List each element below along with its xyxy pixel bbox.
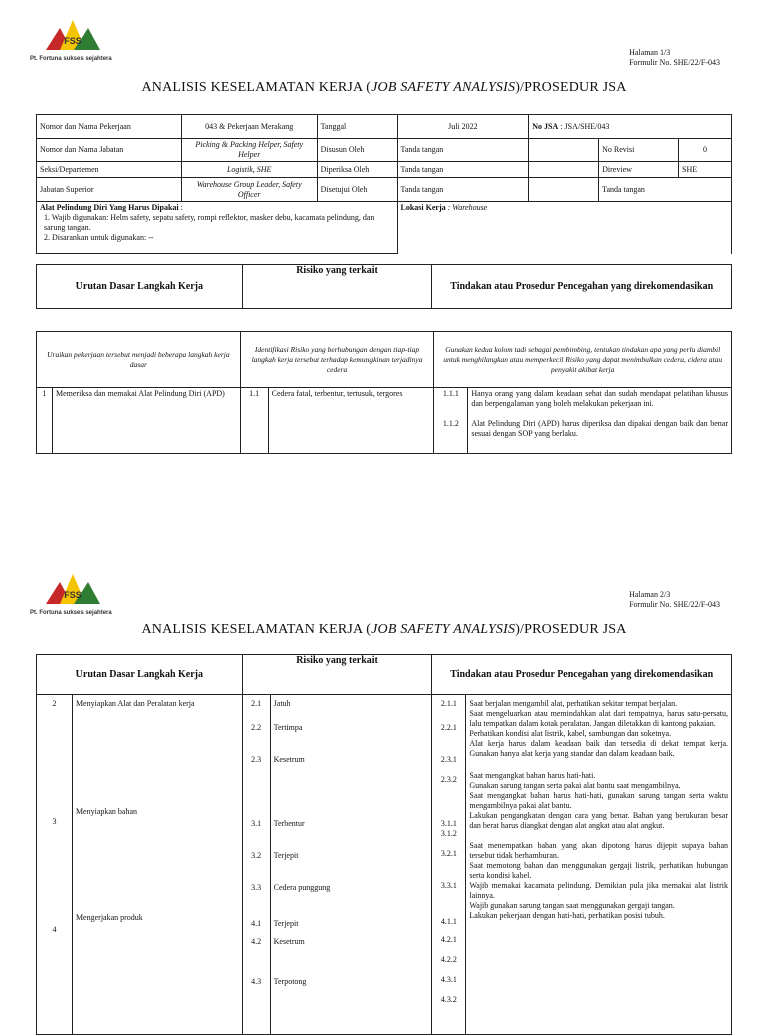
formulir-label: Formulir No. SHE/22/F-043	[629, 600, 720, 609]
tanggal-label: Tanggal	[317, 115, 397, 139]
action-text: Hanya orang yang dalam keadaan sehat dan sudah mendapat pelatihan khusus dan berpengalaman yang boleh melakukan pekerjaan ini.	[471, 389, 728, 408]
title-part: ANALISIS KESELAMATAN KERJA (	[141, 622, 372, 637]
signature-box-1	[529, 139, 599, 162]
action-number: 2.3.2	[440, 775, 457, 784]
risk-text: Terpotong	[273, 977, 307, 986]
formulir-label: Formulir No. SHE/22/F-043	[629, 58, 720, 67]
page-header-info	[629, 48, 720, 68]
risk-number: 2.2	[251, 723, 262, 732]
signature-box-2	[529, 162, 599, 178]
instruction-urutan: Uraikan pekerjaan tersebut menjadi beberapa langkah kerja dasar	[37, 332, 241, 388]
step-number: 2	[52, 699, 57, 708]
tanda-tangan-3: Tanda tangan	[397, 178, 529, 202]
lokasi-value: : Warehouse	[445, 203, 488, 212]
diperiksa-label: Diperiksa Oleh	[317, 162, 397, 178]
action-text: Alat Pelindung Diri (APD) harus diperiksa dan dipakai dengan baik dan benar sesuai dengan SOP yang berlaku.	[471, 419, 728, 438]
risk-text: Terjepit	[273, 919, 299, 928]
tanda-tangan-4: Tanda tangan	[599, 178, 732, 202]
risk-number: 4.1	[251, 919, 262, 928]
action-texts	[466, 695, 732, 1035]
action-number: 3.1.2	[440, 829, 457, 838]
company-logo	[30, 14, 120, 62]
action-texts	[468, 388, 732, 454]
steps-table	[36, 694, 732, 1035]
apd-cell: Alat Pelindung Diri Yang Harus Dipakai : 1. Wajib digunakan: Helm safety, sepatu safety, rompi reflektor, masker debu, kacamata pelindung, dan sarung tangan. 2. Disarankan untuk digunakan: --	[37, 202, 398, 254]
action-number: 4.2.1	[440, 935, 457, 944]
jabatan-superior-label: Jabatan Superior	[37, 178, 182, 202]
risk-number: 3.3	[251, 883, 262, 892]
nomor-nama-jabatan-value: Picking & Packing Helper, Safety Helper	[181, 139, 317, 162]
risk-text: Terbentur	[273, 819, 305, 828]
risk-number: 4.2	[251, 937, 262, 946]
column-header-table	[36, 654, 732, 695]
action-text: Saat berjalan mengambil alat, perhatikan sekitar tempat berjalan.	[469, 699, 678, 708]
svg-text:FSS: FSS	[64, 590, 82, 600]
col-header-tindakan: Tindakan atau Prosedur Pencegahan yang direkomendasikan	[432, 655, 732, 695]
instruction-tindakan: Gunakan kedua kolom tadi sebagai pembimbing, tentukan tindakan apa yang perlu diambil untuk menghilangkan atau memperkecil Risiko yang dapat menimbulkan cedera, cidera atau penyakit akibat kerja	[434, 332, 732, 388]
action-text: Alat kerja harus dalam keadaan baik dan tersedia di dekat tempat kerja. Gunakan hanya alat kerja yang standar dan dalam keadaan baik.	[469, 739, 728, 758]
risk-text: Cedera fatal, terbentur, tertusuk, tergores	[268, 388, 434, 454]
action-number: 2.2.1	[440, 723, 457, 732]
seksi-label: Seksi/Departemen	[37, 162, 182, 178]
info-table	[36, 114, 732, 254]
no-jsa-label: No JSA	[532, 121, 559, 131]
risk-texts	[270, 695, 432, 1035]
instruction-table	[36, 331, 732, 454]
title-part: ANALISIS KESELAMATAN KERJA (	[141, 80, 372, 95]
action-number: 4.1.1	[440, 917, 457, 926]
disusun-label: Disusun Oleh	[317, 139, 397, 162]
action-text: Lakukan pekerjaan dengan hati-hati, perhatikan posisi tubuh.	[469, 911, 665, 920]
step-text: Menyiapkan bahan	[75, 807, 138, 816]
page-gap	[0, 540, 768, 560]
svg-text:FSS: FSS	[64, 36, 82, 46]
action-number: 3.2.1	[440, 849, 457, 858]
direview-label: Direview	[599, 162, 679, 178]
risk-text: Tertimpa	[273, 723, 303, 732]
risk-number: 4.3	[251, 977, 262, 986]
risk-text: Kesetrum	[273, 755, 305, 764]
apd-item-1: 1. Wajib digunakan: Helm safety, sepatu safety, rompi reflektor, masker debu, kacamata pelindung, dan sarung tangan.	[44, 213, 375, 232]
step-number: 1	[37, 388, 53, 454]
step-number: 3	[52, 817, 57, 826]
action-text: Saat menempatkan bahan yang akan dipotong harus dijepit supaya bahan tersebut tidak berhamburan.	[469, 841, 728, 860]
action-number: 4.2.2	[440, 955, 457, 964]
action-text: Wajib gunakan sarung tangan saat menggunakan gergaji tangan.	[469, 901, 675, 910]
col-header-urutan: Urutan Dasar Langkah Kerja	[37, 265, 243, 309]
column-header-table	[36, 264, 732, 309]
step-numbers	[37, 695, 73, 1035]
page-header-info	[629, 590, 720, 610]
step-text: Memeriksa dan memakai Alat Pelindung Diri (APD)	[52, 388, 240, 454]
action-number: 1.1.1	[442, 389, 459, 398]
action-text: Saat memotong bahan dan menggunakan gergaji listrik, perhatikan hubungan serta kondisi kabel.	[469, 861, 728, 880]
col-header-tindakan: Tindakan atau Prosedur Pencegahan yang direkomendasikan	[432, 265, 732, 309]
company-logo-icon	[42, 568, 104, 608]
col-header-risiko: Risiko yang terkait	[242, 655, 432, 695]
step-number: 4	[52, 925, 57, 934]
action-number: 2.1.1	[440, 699, 457, 708]
page-title	[0, 80, 768, 96]
col-header-urutan: Urutan Dasar Langkah Kerja	[37, 655, 243, 695]
nomor-nama-pekerjaan-value: 043 & Pekerjaan Merakang	[181, 115, 317, 139]
risk-number: 1.1	[240, 388, 268, 454]
action-text: Gunakan sarung tangan serta pakai alat bantu saat mengambilnya.	[469, 781, 681, 790]
risk-text: Jatuh	[273, 699, 291, 708]
title-italic: JOB SAFETY ANALYSIS	[371, 80, 516, 95]
risk-number: 2.3	[251, 755, 262, 764]
tanggal-value: Juli 2022	[397, 115, 529, 139]
action-text: Saat mengangkat bahan harus hati-hati, gunakan sarung tangan serta waktu mengambilnya pakai alat bantu.	[469, 791, 728, 810]
col-header-risiko: Risiko yang terkait	[242, 265, 432, 309]
tanda-tangan-1: Tanda tangan	[397, 139, 529, 162]
title-part-end: )/PROSEDUR JSA	[515, 622, 627, 637]
no-revisi-label: No Revisi	[599, 139, 679, 162]
step-texts	[72, 695, 242, 1035]
action-number: 3.3.1	[440, 881, 457, 890]
action-text: Wajib memakai kacamata pelindung. Demikian pula jika memakai alat listrik lainnya.	[469, 881, 728, 900]
step-text: Menyiapkan Alat dan Peralatan kerja	[75, 699, 195, 708]
risk-text: Kesetrum	[273, 937, 305, 946]
no-jsa-cell	[529, 115, 732, 139]
action-text: Saat mengeluarkan atau memindahkan alat dari tempatnya, harus satu-persatu, lalu tempatkan dalam kotak peralatan. Jangan diletakkan di kantong pakaian.	[469, 709, 728, 728]
direview-value: SHE	[679, 162, 732, 178]
action-number: 4.3.1	[440, 975, 457, 984]
risk-text: Cedera punggung	[273, 883, 331, 892]
apd-label: Alat Pelindung Diri Yang Harus Dipakai	[40, 203, 179, 212]
title-part-end: )/PROSEDUR JSA	[515, 80, 627, 95]
company-name: Pt. Fortuna sukses sejahtera	[30, 610, 112, 616]
nomor-nama-jabatan-label: Nomor dan Nama Jabatan	[37, 139, 182, 162]
lokasi-label: Lokasi Kerja	[400, 203, 446, 212]
halaman-label: Halaman 2/3	[629, 590, 671, 599]
no-revisi-value: 0	[679, 139, 732, 162]
disetujui-label: Disetujui Oleh	[317, 178, 397, 202]
action-number: 4.3.2	[440, 995, 457, 1004]
tanda-tangan-2: Tanda tangan	[397, 162, 529, 178]
company-name: Pt. Fortuna sukses sejahtera	[30, 56, 112, 62]
instruction-risiko: Identifikasi Risiko yang berhubungan dengan tiap-tiap langkah kerja tersebut terhadap kemungkinan terjadinya cedera	[240, 332, 434, 388]
risk-number: 3.2	[251, 851, 262, 860]
company-logo-icon	[42, 14, 104, 54]
action-number: 1.1.2	[442, 419, 459, 428]
signature-box-3	[529, 178, 599, 202]
halaman-label: Halaman 1/3	[629, 48, 671, 57]
action-number: 3.1.1	[440, 819, 457, 828]
action-number: 2.3.1	[440, 755, 457, 764]
risk-number: 2.1	[251, 699, 262, 708]
company-logo	[30, 568, 120, 616]
action-text: Saat mengangkat bahan harus hati-hati.	[469, 771, 596, 780]
lokasi-cell	[397, 202, 732, 254]
page-2	[0, 560, 768, 1024]
action-numbers	[432, 695, 466, 1035]
apd-item-2: 2. Disarankan untuk digunakan: --	[44, 233, 154, 242]
jabatan-superior-value: Warehouse Group Leader, Safety Officer	[181, 178, 317, 202]
no-jsa-value: : JSA/SHE/043	[558, 121, 610, 131]
risk-numbers	[242, 695, 270, 1035]
risk-text: Terjepit	[273, 851, 299, 860]
title-italic: JOB SAFETY ANALYSIS	[371, 622, 516, 637]
page-title	[0, 622, 768, 638]
action-text: Perhatikan kondisi alat listrik, kabel, sambungan dan soketnya.	[469, 729, 672, 738]
step-text: Mengerjakan produk	[75, 913, 143, 922]
nomor-nama-pekerjaan-label: Nomor dan Nama Pekerjaan	[37, 115, 182, 139]
action-text: Lakukan pengangkatan dengan cara yang benar. Bahan yang berukuran besar dan berat harus diangkat dengan alat angkat atau alat angkut.	[469, 811, 728, 830]
seksi-value: Logistik, SHE	[181, 162, 317, 178]
action-numbers	[434, 388, 468, 454]
risk-number: 3.1	[251, 819, 262, 828]
